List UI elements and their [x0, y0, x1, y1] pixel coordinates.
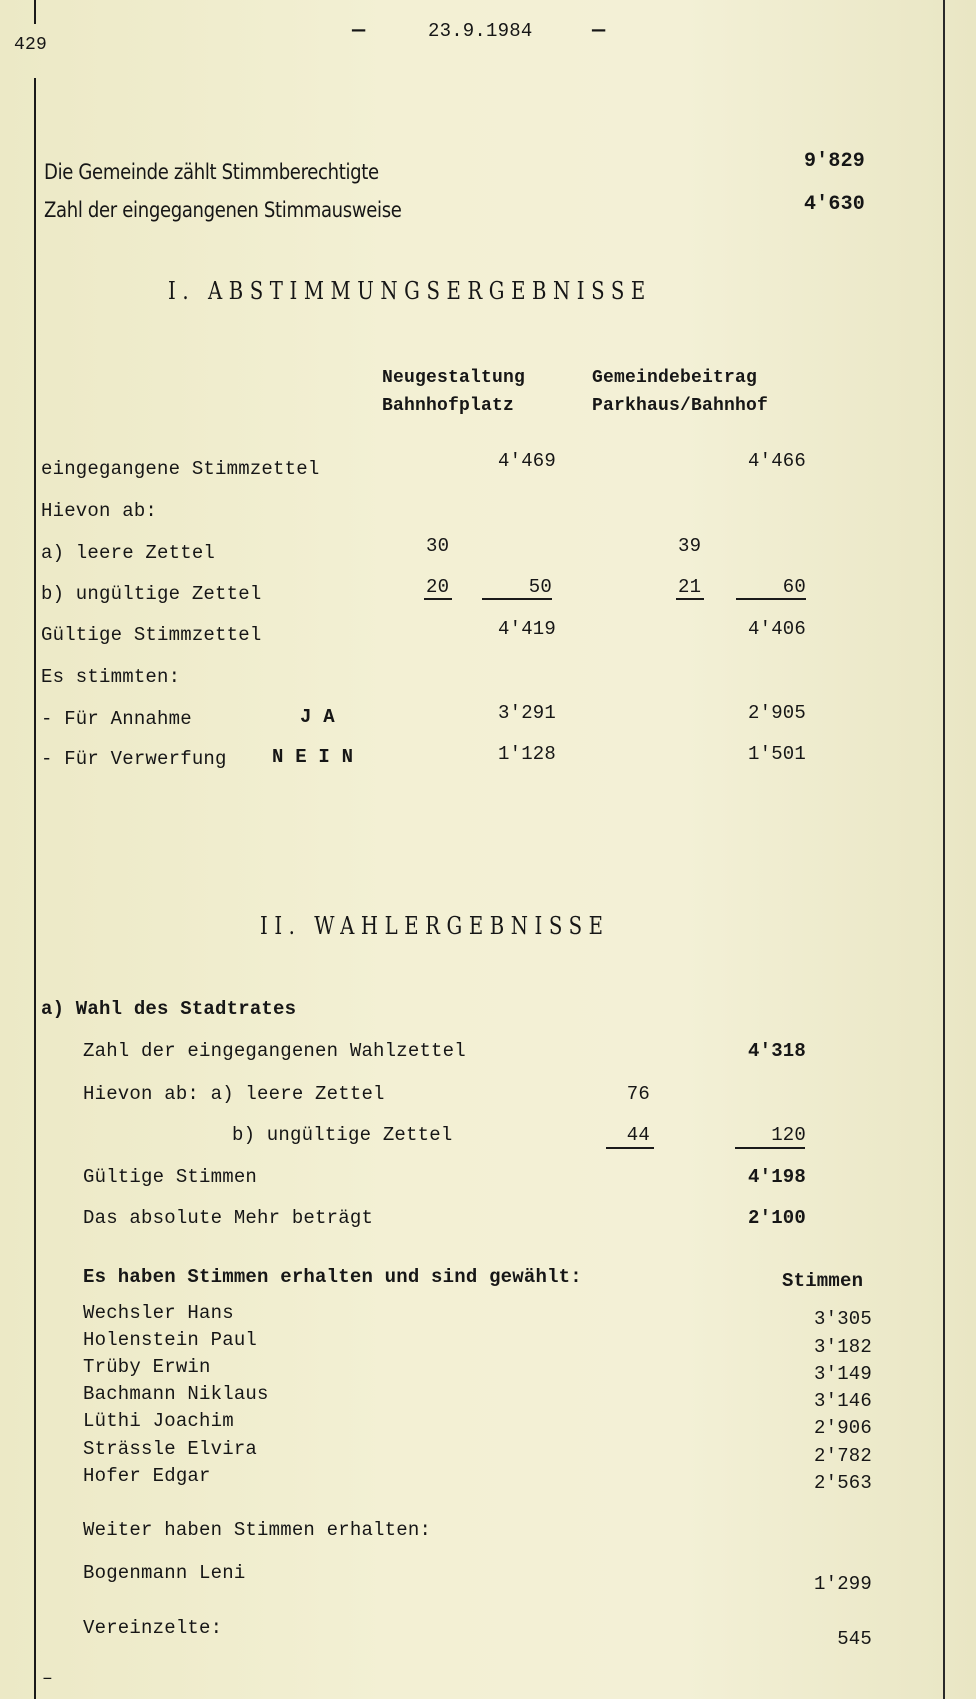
footer-mark: –: [42, 1669, 54, 1689]
blank-ballots-col1: 30: [426, 535, 450, 557]
deducted-total-col1: 50: [528, 576, 552, 598]
invalid-ballots-col1: 20: [426, 576, 450, 598]
eligible-voters-label: Die Gemeinde zählt Stimmberechtigte: [44, 160, 379, 184]
elected-header: Es haben Stimmen erhalten und sind gewählt:: [83, 1266, 582, 1288]
election-results-heading: II. WAHLERGEBNISSE: [260, 912, 610, 940]
valid-votes-label: Gültige Stimmen: [83, 1166, 258, 1188]
election-invalid-underline: [606, 1147, 654, 1149]
column-1-title-line-2: Bahnhofplatz: [382, 396, 515, 416]
elected-votes: 3'182: [813, 1336, 872, 1358]
scattered-votes-value: 545: [837, 1628, 872, 1650]
no-tag: N E I N: [272, 746, 354, 768]
election-invalid-value: 44: [626, 1124, 650, 1146]
absolute-majority-value: 2'100: [747, 1207, 806, 1229]
received-ids-label: Zahl der eingegangenen Stimmausweise: [44, 198, 402, 222]
document-date: 23.9.1984: [428, 20, 533, 42]
page-number: 429: [14, 35, 48, 55]
election-blank-value: 76: [626, 1083, 650, 1105]
elected-name: Strässle Elvira: [83, 1438, 258, 1460]
other-candidate-votes: 1'299: [813, 1573, 872, 1595]
yes-votes-col1: 3'291: [497, 702, 556, 724]
elected-votes: 3'305: [813, 1308, 872, 1330]
elected-name: Wechsler Hans: [83, 1302, 234, 1324]
blank-ballots-label: a) leere Zettel: [41, 542, 216, 564]
voting-results-heading: I. ABSTIMMUNGSERGEBNISSE: [168, 277, 652, 305]
voted-label: Es stimmten:: [41, 666, 181, 688]
right-page-edge: [943, 0, 945, 1699]
election-ballots-received-label: Zahl der eingegangenen Wahlzettel: [83, 1040, 466, 1062]
date-dash-left: —: [352, 18, 366, 43]
date-dash-right: —: [592, 18, 606, 43]
left-margin-rule: [34, 78, 36, 1699]
election-deducted-total-underline: [735, 1147, 805, 1149]
invalid-col2-underline: [676, 598, 704, 600]
votes-column-header: Stimmen: [782, 1270, 864, 1292]
invalid-col1-underline: [424, 598, 452, 600]
ballots-received-col1: 4'469: [497, 450, 556, 472]
absolute-majority-label: Das absolute Mehr beträgt: [83, 1207, 374, 1229]
invalid-ballots-label: b) ungültige Zettel: [41, 583, 262, 605]
yes-votes-col2: 2'905: [747, 702, 806, 724]
valid-votes-value: 4'198: [747, 1166, 806, 1188]
column-2-title-line-1: Gemeindebeitrag: [592, 368, 758, 388]
deducted-total-col2: 60: [782, 576, 806, 598]
valid-ballots-col1: 4'419: [497, 618, 556, 640]
valid-ballots-label: Gültige Stimmzettel: [41, 624, 262, 646]
valid-ballots-col2: 4'406: [747, 618, 806, 640]
ballots-received-col2: 4'466: [747, 450, 806, 472]
received-ids-value: 4'630: [803, 193, 865, 216]
blank-ballots-col2: 39: [678, 535, 702, 557]
elected-votes: 3'146: [813, 1390, 872, 1412]
election-ballots-received-value: 4'318: [747, 1040, 806, 1062]
deducted-total-col1-underline: [482, 598, 552, 600]
minus-label: Hievon ab:: [41, 500, 158, 522]
no-votes-col1: 1'128: [497, 743, 556, 765]
column-2-title-line-2: Parkhaus/Bahnhof: [592, 396, 769, 416]
deducted-total-col2-underline: [736, 598, 806, 600]
others-header: Weiter haben Stimmen erhalten:: [83, 1519, 432, 1541]
elected-votes: 2'906: [813, 1417, 872, 1439]
eligible-voters-value: 9'829: [803, 150, 865, 173]
ballots-received-label: eingegangene Stimmzettel: [41, 458, 320, 480]
elected-name: Hofer Edgar: [83, 1465, 211, 1487]
election-invalid-label: b) ungültige Zettel: [232, 1124, 453, 1146]
elected-name: Lüthi Joachim: [83, 1410, 234, 1432]
election-deducted-total: 120: [771, 1124, 806, 1146]
elected-votes: 3'149: [813, 1363, 872, 1385]
scattered-votes-label: Vereinzelte:: [83, 1617, 223, 1639]
elected-name: Holenstein Paul: [83, 1329, 258, 1351]
elected-votes: 2'782: [813, 1445, 872, 1467]
elected-name: Bachmann Niklaus: [83, 1383, 269, 1405]
yes-votes-label: - Für Annahme: [41, 708, 192, 730]
city-council-election-heading: a) Wahl des Stadtrates: [41, 998, 297, 1020]
election-blank-label: Hievon ab: a) leere Zettel: [83, 1083, 385, 1105]
other-candidate-name: Bogenmann Leni: [83, 1562, 246, 1584]
column-1-title-line-1: Neugestaltung: [382, 368, 526, 388]
invalid-ballots-col2: 21: [678, 576, 702, 598]
left-margin-rule-top: [34, 0, 36, 24]
no-votes-label: - Für Verwerfung: [41, 748, 227, 770]
elected-votes: 2'563: [813, 1472, 872, 1494]
elected-name: Trüby Erwin: [83, 1356, 211, 1378]
yes-tag: J A: [300, 706, 335, 728]
no-votes-col2: 1'501: [747, 743, 806, 765]
